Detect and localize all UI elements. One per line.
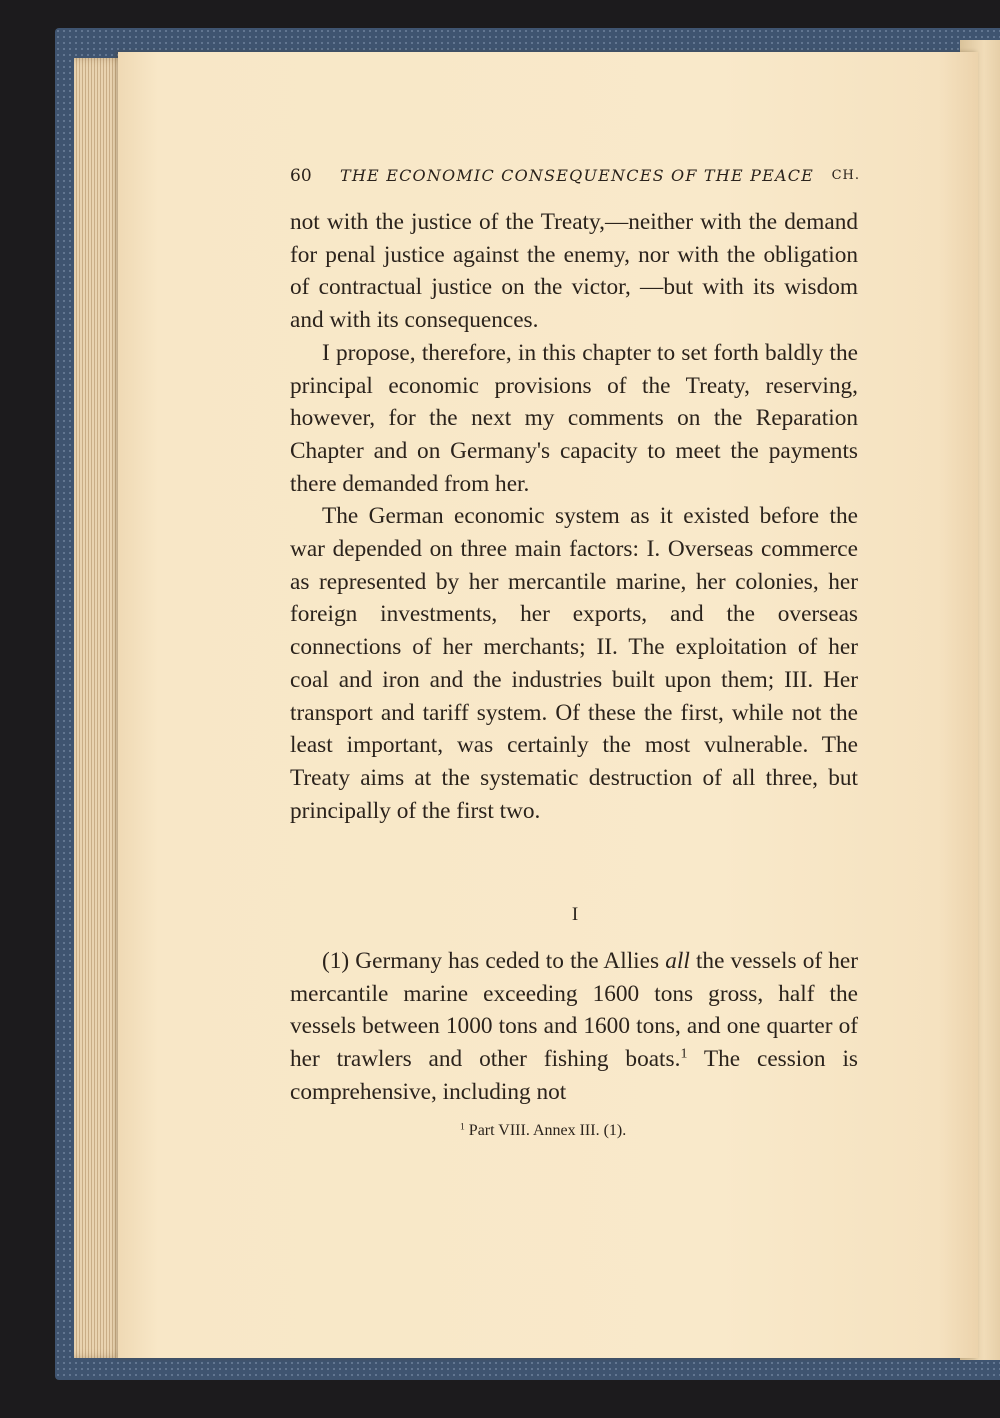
footnote (460, 1122, 860, 1140)
paragraph-text: (1) Germany has ceded to the Allies (322, 948, 666, 974)
paragraph-text: the vessels of her mercantile marine exceeding 1600 tons gross, half the vessels between 1000 tons and 1600 tons, and one quarter of her trawlers and other fishing boats. (290, 948, 858, 1073)
footnote-reference: 1 (680, 1046, 688, 1062)
paragraph (290, 945, 858, 1109)
paragraph: The German economic system as it existed before the war depended on three main factors: I. Overseas commerce as represented by her mercantile marine, her colonies, her foreign investments, her exports, and the overseas connections of her merchants; II. The exploitation of her coal and iron and the industries built upon them; III. Her transport and tariff system. Of these the first, while not the least important, was certainly the most vulnerable. The Treaty aims at the systematic destruction of all three, but principally of the first two. (290, 503, 858, 824)
footnote-text: Part VIII. Annex III. (1). (468, 1122, 627, 1139)
paragraph-text: The cession is comprehensive, including not (290, 1046, 858, 1105)
emphasis-text: all (665, 948, 690, 974)
body-text (290, 206, 858, 827)
footnote-marker: 1 (460, 1121, 465, 1133)
section-body-text (290, 945, 858, 1109)
section-heading: I (571, 904, 579, 925)
running-head (290, 166, 860, 190)
paragraph: not with the justice of the Treaty,—neither with the demand for penal justice against the enemy, nor with the obligation of contractual justice on the victor, —but with its wisdom and with its consequences. (290, 209, 858, 334)
paragraph: I propose, therefore, in this chapter to set forth baldly the principal economic provisions of the Treaty, reserving, however, for the next my comments on the Reparation Chapter and on Germany's capacity to meet the payments there demanded from her. (290, 339, 858, 497)
chapter-abbrev: CH. (831, 168, 860, 183)
page-number: 60 (290, 166, 312, 186)
running-title: THE ECONOMIC CONSEQUENCES OF THE PEACE (340, 166, 815, 185)
